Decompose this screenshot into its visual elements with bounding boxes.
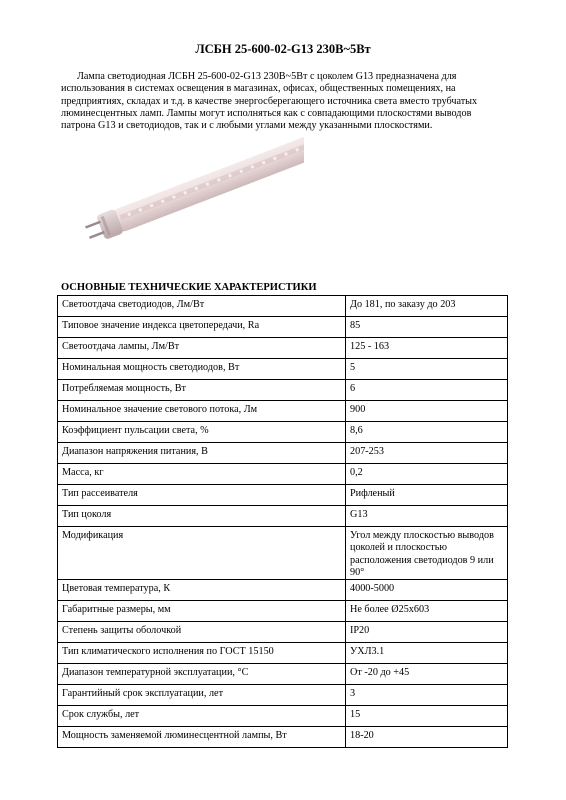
spec-label: Цветовая температура, К — [58, 580, 346, 601]
spec-value: 0,2 — [346, 464, 508, 485]
table-row — [58, 727, 508, 748]
spec-label: Типовое значение индекса цветопередачи, Ra — [58, 317, 346, 338]
spec-label: Потребляемая мощность, Вт — [58, 380, 346, 401]
table-row — [58, 359, 508, 380]
table-row — [58, 685, 508, 706]
spec-value: 3 — [346, 685, 508, 706]
spec-label: Тип рассеивателя — [58, 485, 346, 506]
spec-label: Тип цоколя — [58, 506, 346, 527]
table-row — [58, 580, 508, 601]
document-title: ЛСБН 25-600-02-G13 230В~5Вт — [195, 42, 371, 56]
spec-value: Угол между плоскостью выводов цоколей и плоскостью расположения светодиодов 9 или 90° — [346, 527, 508, 580]
lamp-photo — [64, 132, 304, 260]
table-row — [58, 422, 508, 443]
table-row — [58, 527, 508, 580]
spec-label: Габаритные размеры, мм — [58, 601, 346, 622]
table-row — [58, 601, 508, 622]
table-row — [58, 380, 508, 401]
spec-label: Срок службы, лет — [58, 706, 346, 727]
spec-value: До 181, по заказу до 203 — [346, 296, 508, 317]
spec-label: Модификация — [58, 527, 346, 580]
spec-value: 15 — [346, 706, 508, 727]
intro-paragraph — [61, 71, 501, 132]
table-row — [58, 643, 508, 664]
spec-value: 18-20 — [346, 727, 508, 748]
table-row — [58, 443, 508, 464]
spec-value: G13 — [346, 506, 508, 527]
spec-value: 4000-5000 — [346, 580, 508, 601]
table-row — [58, 317, 508, 338]
spec-label: Диапазон температурной эксплуатации, °С — [58, 664, 346, 685]
section-title: ОСНОВНЫЕ ТЕХНИЧЕСКИЕ ХАРАКТЕРИСТИКИ — [61, 282, 317, 293]
table-row — [58, 464, 508, 485]
spec-label: Степень защиты оболочкой — [58, 622, 346, 643]
spec-label: Тип климатического исполнения по ГОСТ 15150 — [58, 643, 346, 664]
spec-label: Диапазон напряжения питания, В — [58, 443, 346, 464]
spec-value: 85 — [346, 317, 508, 338]
spec-label: Светоотдача светодиодов, Лм/Вт — [58, 296, 346, 317]
table-row — [58, 485, 508, 506]
table-row — [58, 506, 508, 527]
table-row — [58, 296, 508, 317]
spec-value: 125 - 163 — [346, 338, 508, 359]
table-row — [58, 622, 508, 643]
specs-table — [57, 295, 508, 748]
spec-label: Коэффициент пульсации света, % — [58, 422, 346, 443]
spec-label: Мощность заменяемой люминесцентной лампы, Вт — [58, 727, 346, 748]
spec-label: Гарантийный срок эксплуатации, лет — [58, 685, 346, 706]
spec-value: IP20 — [346, 622, 508, 643]
spec-value: 5 — [346, 359, 508, 380]
spec-label: Номинальная мощность светодиодов, Вт — [58, 359, 346, 380]
spec-value: 900 — [346, 401, 508, 422]
intro-text: Лампа светодиодная ЛСБН 25-600-02-G13 230В~5Вт с цоколем G13 предназначена для использования в системах освещения в магазинах, офисах, общественных помещениях, на предприятиях, складах и т.д. в качестве энергосберегающего источника света вместо трубчатых люминесцентных ламп. Лампы могут исполняться как с совпадающими плоскостями выводов патрона G13 и светодиодов, так и с любыми углами между указанными плоскостями. — [61, 71, 478, 132]
spec-value: 8,6 — [346, 422, 508, 443]
table-row — [58, 664, 508, 685]
spec-label: Светоотдача лампы, Лм/Вт — [58, 338, 346, 359]
table-row — [58, 706, 508, 727]
spec-value: 6 — [346, 380, 508, 401]
spec-value: Рифленый — [346, 485, 508, 506]
spec-label: Масса, кг — [58, 464, 346, 485]
spec-value: УХЛ3.1 — [346, 643, 508, 664]
table-row — [58, 401, 508, 422]
spec-value: Не более Ø25x603 — [346, 601, 508, 622]
spec-value: От -20 до +45 — [346, 664, 508, 685]
table-row — [58, 338, 508, 359]
spec-label: Номинальное значение светового потока, Лм — [58, 401, 346, 422]
spec-value: 207-253 — [346, 443, 508, 464]
